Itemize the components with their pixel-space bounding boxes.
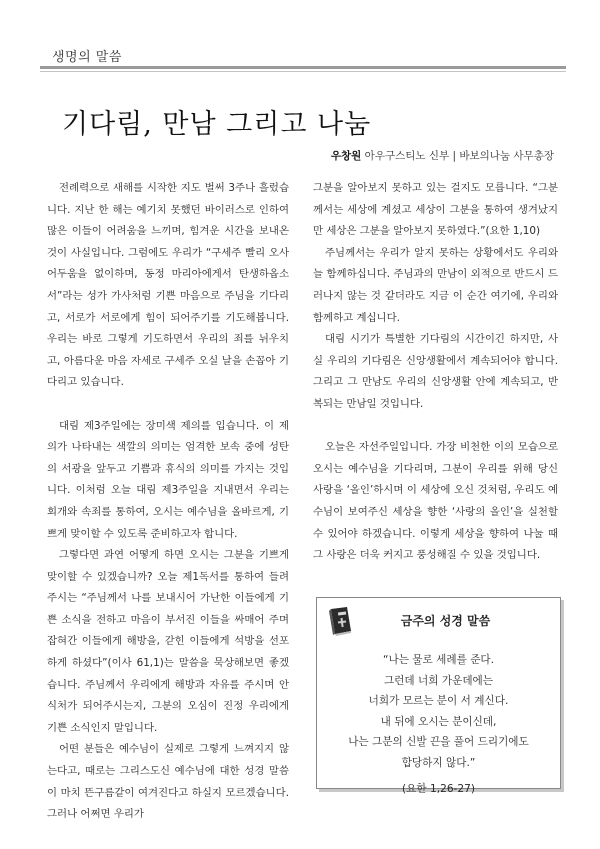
right-column bbox=[313, 178, 558, 567]
verse-text bbox=[317, 650, 560, 800]
paragraph: 그렇다면 과연 어떻게 하면 오시는 그분을 기쁘게 맞이할 수 있겠습니까? 오늘 제1독서를 통하여 들려주시는 “주님께서 나를 보내시어 가난한 이들에게 기쁜 소식을 전하고 마음이 부서진 이들을 싸매어 주며 잡혀간 이들에게 해방을, 갇힌 이들에게 석방을 선포하게 하셨다”(이사 61,1)는 말씀을 묵상해보면 좋겠습니다. 주님께서 우리에게 해방과 자유를 주시며 안식처가 되어주시는지, 그분의 오심이 진정 우리에게 기쁜 소식인지 말입니다. bbox=[47, 549, 289, 734]
verse-reference: (요한 1,26-27) bbox=[402, 783, 475, 795]
article-title: 기다림, 만남 그리고 나눔 bbox=[62, 109, 372, 140]
verse-heading: 금주의 성경 말씀 bbox=[400, 614, 491, 628]
verse-line: 너희가 모르는 분이 서 계신다. bbox=[368, 695, 509, 707]
verse-line: “나는 물로 세례를 준다. bbox=[382, 654, 495, 666]
paragraph: 어떤 분들은 예수님이 실제로 그렇게 느껴지지 않는다고, 때로는 그리스도신 예수님에 대한 성경 말씀이 마치 뜬구름같이 여겨진다고 하실지 모르겠습니다. 그러나 어쩌면 우리가 bbox=[47, 743, 289, 821]
author-name: 우창원 bbox=[330, 150, 362, 162]
paragraph: 대림 제3주일에는 장미색 제의를 입습니다. 이 제의가 나타내는 색깔의 의미는 엄격한 보속 중에 성탄의 서광을 앞두고 기쁨과 휴식의 의미를 가지는 것입니다. 이처럼 오늘 대림 제3주일을 지내면서 우리는 회개와 속죄를 통하여, 오시는 예수님을 올바르게, 기쁘게 맞이할 수 있도록 준비하고자 합니다. bbox=[47, 419, 289, 540]
verse-line: 그런데 너희 가운데에는 bbox=[383, 674, 494, 687]
paragraph: 오늘은 자선주일입니다. 가장 비천한 이의 모습으로 오시는 예수님을 기다리며, 그분이 우리를 위해 당신 사랑을 ‘올인’하시며 이 세상에 오신 것처럼, 우리도 예수님이 보여주신 세상을 향한 ‘사랑의 올인’을 실천할 수 있어야 하겠습니다. 이렇게 세상을 향하여 나눌 때 그 사랑은 더욱 커지고 풍성해질 수 있을 것입니다. bbox=[313, 441, 558, 562]
weekly-verse-box bbox=[316, 597, 561, 795]
section-label: 생명의 말씀 bbox=[52, 50, 122, 65]
author-role: 아우구스티노 신부 | 바보의나눔 사무총장 bbox=[364, 150, 554, 162]
paragraph: 전례력으로 새해를 시작한 지도 벌써 3주나 흘렀습니다. 지난 한 해는 예기치 못했던 바이러스로 인하여 많은 이들이 어려움을 느끼며, 힘겨운 시간을 보내온 것이 사실입니다. 그럼에도 우리가 “구세주 빨리 오사 어두움을 없이하며, 동정 마리아에게서 탄생하옵소서”라는 성가 가사처럼 기쁜 마음으로 주님을 기다리고, 서로가 서로에게 힘이 되어주기를 기도해봅니다. 우리는 바로 그렇게 기도하면서 우리의 죄를 뉘우치고, 아름다운 마음 자세로 구세주 오실 날을 손꼽아 기다리고 있습니다. bbox=[47, 182, 289, 389]
verse-line: 합당하지 않다.” bbox=[401, 756, 476, 769]
header-rule bbox=[40, 66, 566, 69]
paragraph: 주님께서는 우리가 알지 못하는 상황에서도 우리와 늘 함께하십니다. 주님과의 만남이 외적으로 반드시 드러나지 않는 것 같더라도 지금 이 순간 여기에, 우리와 함께하고 계십니다. bbox=[313, 246, 558, 324]
verse-line: 나는 그분의 신발 끈을 풀어 드리기에도 bbox=[348, 736, 529, 748]
verse-line: 내 뒤에 오시는 분이신데, bbox=[380, 715, 497, 728]
paragraph: 그분을 알아보지 못하고 있는 걸지도 모릅니다. “그분께서는 세상에 계셨고 세상이 그분을 통하여 생겨났지만 세상은 그분을 알아보지 못하였다.”(요한 1,10) bbox=[313, 182, 558, 238]
page-header bbox=[40, 46, 566, 68]
left-column bbox=[47, 178, 289, 826]
paragraph: 대림 시기가 특별한 기다림의 시간이긴 하지만, 사실 우리의 기다림은 신앙생활에서 계속되어야 합니다. 그리고 그 만남도 우리의 신앙생활 안에 계속되고, 반복되는 만남일 것입니다. bbox=[313, 333, 558, 410]
header-rule-thin bbox=[40, 71, 566, 72]
byline bbox=[331, 148, 554, 163]
